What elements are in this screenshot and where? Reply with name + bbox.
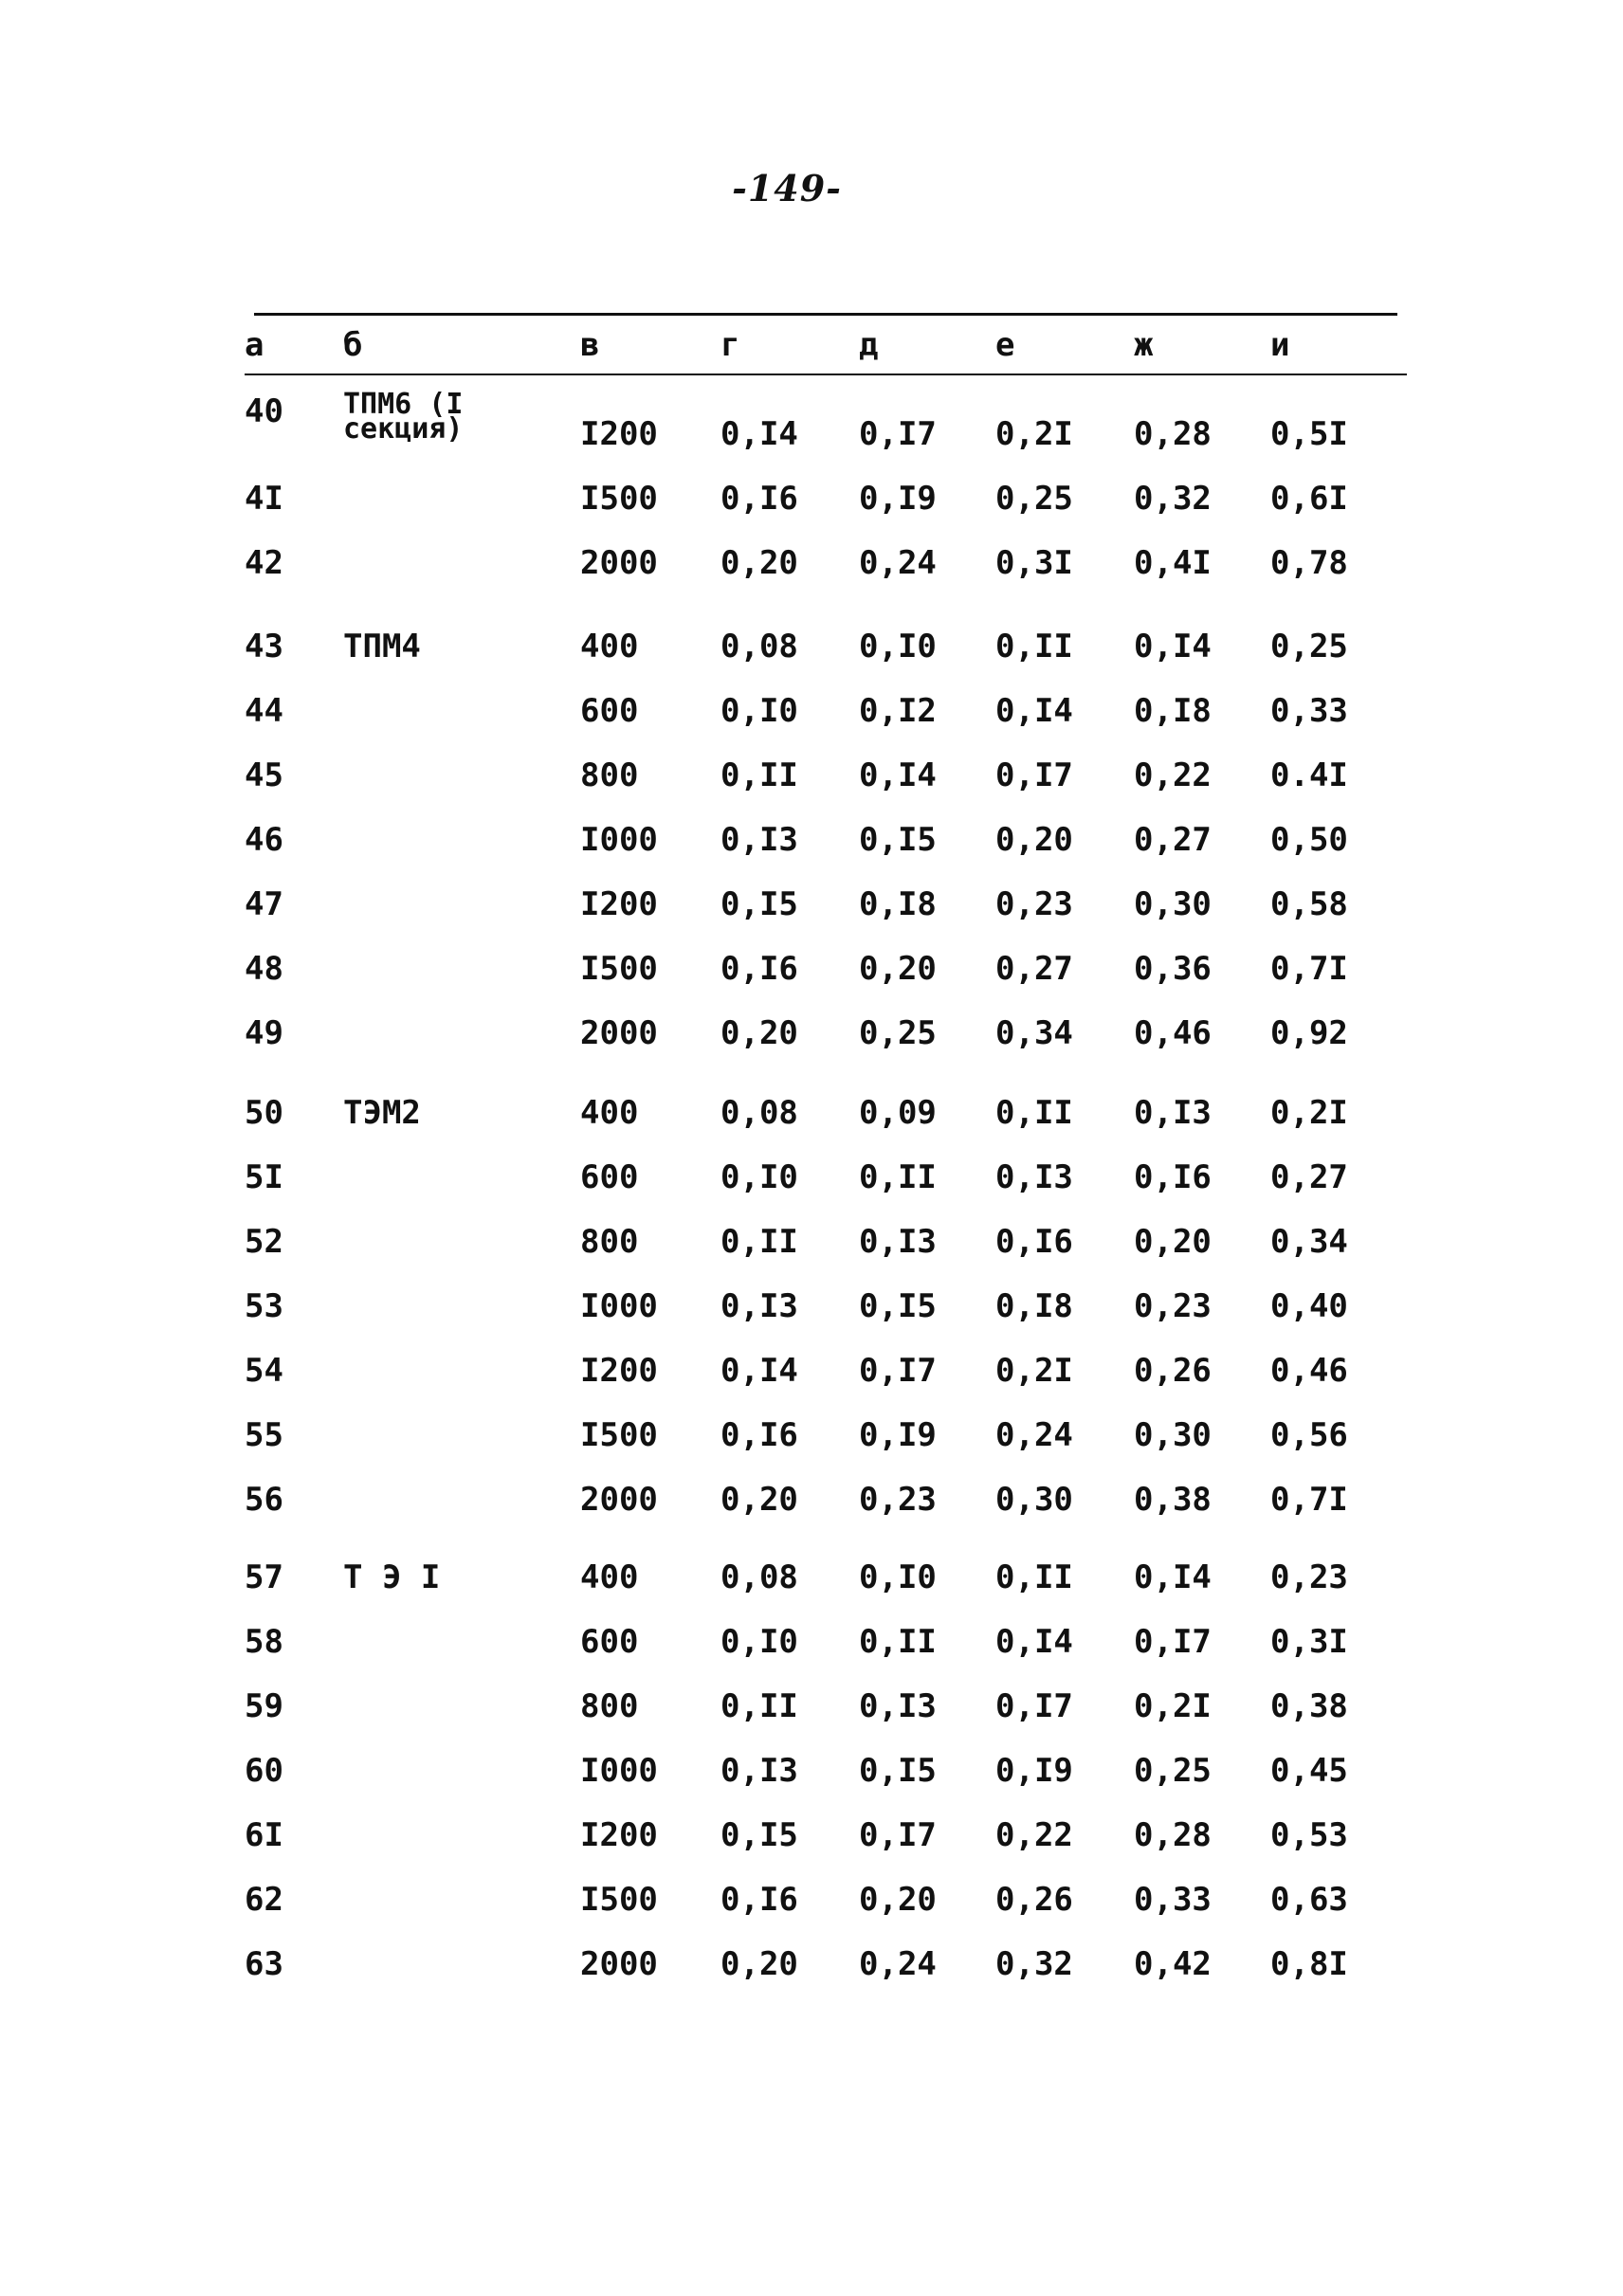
table-cell-value-g: 0,I3 <box>720 821 798 859</box>
table-cell-value-d: 0,I5 <box>859 1287 937 1325</box>
table-cell-value-d: 0,I5 <box>859 1752 937 1790</box>
table-cell-value-g: 0,II <box>720 1687 798 1725</box>
table-cell-engine-power: 600 <box>580 1623 639 1661</box>
table-cell-value-g: 0,I5 <box>720 1816 798 1854</box>
table-cell-row-number: 4I <box>245 480 283 518</box>
table-cell-value-e: 0,2I <box>995 415 1073 453</box>
table-cell-value-zh: 0,I6 <box>1134 1158 1212 1196</box>
table-cell-value-g: 0,I5 <box>720 885 798 923</box>
table-cell-row-number: 52 <box>245 1223 283 1261</box>
table-cell-value-e: 0,23 <box>995 885 1073 923</box>
table-cell-row-number: 46 <box>245 821 283 859</box>
table-cell-value-i: 0,27 <box>1270 1158 1348 1196</box>
header-v: в <box>580 326 600 364</box>
table-cell-value-i: 0,38 <box>1270 1687 1348 1725</box>
table-cell-value-zh: 0,46 <box>1134 1014 1212 1052</box>
table-cell-value-d: 0,II <box>859 1158 937 1196</box>
table-cell-row-number: 43 <box>245 628 283 665</box>
table-cell-value-g: 0,I4 <box>720 1352 798 1390</box>
table-cell-value-i: 0,5I <box>1270 415 1348 453</box>
table-cell-value-g: 0,20 <box>720 1481 798 1519</box>
table-cell-row-number: 56 <box>245 1481 283 1519</box>
table-cell-value-d: 0,25 <box>859 1014 937 1052</box>
table-cell-engine-power: 800 <box>580 1687 639 1725</box>
table-cell-value-d: 0,I2 <box>859 692 937 730</box>
table-cell-value-i: 0,6I <box>1270 480 1348 518</box>
table-cell-value-zh: 0,38 <box>1134 1481 1212 1519</box>
table-cell-value-zh: 0,25 <box>1134 1752 1212 1790</box>
table-cell-value-e: 0,27 <box>995 950 1073 988</box>
table-cell-value-d: 0,I9 <box>859 480 937 518</box>
table-cell-value-i: 0,23 <box>1270 1558 1348 1596</box>
table-cell-value-e: 0,II <box>995 1558 1073 1596</box>
table-cell-value-e: 0,26 <box>995 1881 1073 1919</box>
table-cell-row-number: 40 <box>245 392 283 430</box>
table-cell-engine-power: I000 <box>580 1752 658 1790</box>
table-cell-value-g: 0,I0 <box>720 1623 798 1661</box>
table-cell-value-zh: 0,28 <box>1134 415 1212 453</box>
table-cell-value-d: 0,I0 <box>859 628 937 665</box>
table-cell-value-d: 0,24 <box>859 544 937 582</box>
table-cell-value-i: 0,3I <box>1270 1623 1348 1661</box>
table-cell-engine-power: I200 <box>580 415 658 453</box>
table-cell-value-zh: 0,26 <box>1134 1352 1212 1390</box>
table-cell-value-g: 0,I3 <box>720 1752 798 1790</box>
table-cell-value-e: 0,32 <box>995 1945 1073 1983</box>
group-label: ТПМ6 (I секция) <box>343 388 464 446</box>
table-top-rule <box>254 313 1397 316</box>
table-cell-engine-power: 400 <box>580 1094 639 1132</box>
table-cell-value-i: 0,78 <box>1270 544 1348 582</box>
table-cell-row-number: 57 <box>245 1558 283 1596</box>
table-cell-value-g: 0,II <box>720 756 798 794</box>
table-cell-value-e: 0,22 <box>995 1816 1073 1854</box>
table-cell-value-zh: 0,20 <box>1134 1223 1212 1261</box>
table-cell-engine-power: 400 <box>580 1558 639 1596</box>
table-cell-value-d: 0,I7 <box>859 1352 937 1390</box>
header-zh: ж <box>1134 326 1154 364</box>
table-cell-row-number: 50 <box>245 1094 283 1132</box>
table-cell-value-g: 0,I0 <box>720 1158 798 1196</box>
table-cell-value-g: 0,08 <box>720 1094 798 1132</box>
table-cell-value-i: 0,33 <box>1270 692 1348 730</box>
header-i: и <box>1270 326 1290 364</box>
table-cell-value-zh: 0,27 <box>1134 821 1212 859</box>
table-cell-engine-power: 2000 <box>580 1945 658 1983</box>
table-cell-value-e: 0,30 <box>995 1481 1073 1519</box>
table-cell-row-number: 59 <box>245 1687 283 1725</box>
table-cell-value-e: 0,24 <box>995 1416 1073 1454</box>
table-cell-value-g: 0,I3 <box>720 1287 798 1325</box>
table-cell-value-e: 0,34 <box>995 1014 1073 1052</box>
table-cell-value-i: 0,63 <box>1270 1881 1348 1919</box>
table-cell-value-e: 0,20 <box>995 821 1073 859</box>
table-cell-value-d: 0,II <box>859 1623 937 1661</box>
table-cell-row-number: 60 <box>245 1752 283 1790</box>
table-cell-value-i: 0,7I <box>1270 1481 1348 1519</box>
table-cell-value-g: 0,08 <box>720 1558 798 1596</box>
table-cell-engine-power: I200 <box>580 1816 658 1854</box>
table-cell-value-i: 0,40 <box>1270 1287 1348 1325</box>
table-cell-value-zh: 0,I4 <box>1134 1558 1212 1596</box>
table-cell-value-i: 0,50 <box>1270 821 1348 859</box>
table-cell-engine-power: 600 <box>580 1158 639 1196</box>
header-a: а <box>245 326 264 364</box>
table-cell-engine-power: 800 <box>580 1223 639 1261</box>
table-cell-value-g: 0,I0 <box>720 692 798 730</box>
table-cell-value-zh: 0,2I <box>1134 1687 1212 1725</box>
table-cell-value-g: 0,I6 <box>720 480 798 518</box>
table-cell-value-i: 0.4I <box>1270 756 1348 794</box>
table-cell-value-g: 0,I6 <box>720 1416 798 1454</box>
table-cell-engine-power: I000 <box>580 821 658 859</box>
table-cell-row-number: 55 <box>245 1416 283 1454</box>
table-cell-value-e: 0,2I <box>995 1352 1073 1390</box>
table-cell-engine-power: I500 <box>580 1416 658 1454</box>
table-cell-value-e: 0,I7 <box>995 756 1073 794</box>
table-cell-value-d: 0,I3 <box>859 1223 937 1261</box>
table-cell-engine-power: I500 <box>580 1881 658 1919</box>
table-cell-value-d: 0,23 <box>859 1481 937 1519</box>
table-cell-engine-power: 2000 <box>580 1014 658 1052</box>
table-cell-value-d: 0,20 <box>859 1881 937 1919</box>
group-label: ТЭМ2 <box>343 1094 421 1132</box>
table-cell-value-d: 0,I8 <box>859 885 937 923</box>
table-cell-value-i: 0,2I <box>1270 1094 1348 1132</box>
table-cell-value-e: 0,I8 <box>995 1287 1073 1325</box>
table-cell-value-g: 0,20 <box>720 1945 798 1983</box>
table-cell-value-zh: 0,I3 <box>1134 1094 1212 1132</box>
table-cell-row-number: 49 <box>245 1014 283 1052</box>
table-cell-engine-power: 400 <box>580 628 639 665</box>
group-label: ТПМ4 <box>343 628 421 665</box>
table-cell-value-zh: 0,I7 <box>1134 1623 1212 1661</box>
table-cell-value-g: 0,08 <box>720 628 798 665</box>
table-cell-value-d: 0,I4 <box>859 756 937 794</box>
table-cell-value-i: 0,92 <box>1270 1014 1348 1052</box>
table-cell-value-g: 0,II <box>720 1223 798 1261</box>
table-cell-value-d: 0,I9 <box>859 1416 937 1454</box>
table-cell-value-e: 0,II <box>995 628 1073 665</box>
table-cell-value-i: 0,53 <box>1270 1816 1348 1854</box>
table-cell-value-i: 0,7I <box>1270 950 1348 988</box>
table-cell-value-zh: 0,32 <box>1134 480 1212 518</box>
table-cell-value-d: 0,09 <box>859 1094 937 1132</box>
table-cell-engine-power: I200 <box>580 1352 658 1390</box>
table-cell-row-number: 45 <box>245 756 283 794</box>
table-cell-engine-power: I500 <box>580 950 658 988</box>
table-cell-value-g: 0,20 <box>720 1014 798 1052</box>
table-cell-value-i: 0,34 <box>1270 1223 1348 1261</box>
table-cell-value-zh: 0,36 <box>1134 950 1212 988</box>
table-cell-row-number: 6I <box>245 1816 283 1854</box>
table-cell-row-number: 42 <box>245 544 283 582</box>
table-cell-value-e: 0,I7 <box>995 1687 1073 1725</box>
table-cell-value-e: 0,I6 <box>995 1223 1073 1261</box>
table-cell-value-i: 0,45 <box>1270 1752 1348 1790</box>
table-cell-engine-power: 800 <box>580 756 639 794</box>
table-cell-value-zh: 0,4I <box>1134 544 1212 582</box>
page-number: -149- <box>732 167 842 210</box>
table-cell-engine-power: 2000 <box>580 1481 658 1519</box>
header-g: г <box>720 326 740 364</box>
table-cell-value-zh: 0,22 <box>1134 756 1212 794</box>
table-cell-value-zh: 0,42 <box>1134 1945 1212 1983</box>
table-cell-engine-power: 600 <box>580 692 639 730</box>
table-cell-value-i: 0,46 <box>1270 1352 1348 1390</box>
table-cell-value-g: 0,I6 <box>720 1881 798 1919</box>
table-cell-row-number: 47 <box>245 885 283 923</box>
header-b: б <box>343 326 363 364</box>
header-d: д <box>859 326 879 364</box>
table-cell-row-number: 54 <box>245 1352 283 1390</box>
table-cell-value-zh: 0,33 <box>1134 1881 1212 1919</box>
table-cell-row-number: 58 <box>245 1623 283 1661</box>
table-cell-row-number: 62 <box>245 1881 283 1919</box>
table-cell-value-i: 0,56 <box>1270 1416 1348 1454</box>
table-cell-value-e: 0,25 <box>995 480 1073 518</box>
table-header-rule <box>245 374 1407 375</box>
table-cell-value-e: 0,II <box>995 1094 1073 1132</box>
table-cell-value-d: 0,I7 <box>859 415 937 453</box>
table-cell-value-d: 0,24 <box>859 1945 937 1983</box>
table-cell-value-g: 0,I6 <box>720 950 798 988</box>
table-cell-value-e: 0,3I <box>995 544 1073 582</box>
table-cell-engine-power: 2000 <box>580 544 658 582</box>
table-cell-engine-power: I200 <box>580 885 658 923</box>
table-cell-value-zh: 0,28 <box>1134 1816 1212 1854</box>
table-cell-row-number: 53 <box>245 1287 283 1325</box>
table-cell-engine-power: I500 <box>580 480 658 518</box>
table-cell-value-zh: 0,30 <box>1134 885 1212 923</box>
table-cell-value-i: 0,25 <box>1270 628 1348 665</box>
table-cell-value-d: 0,I5 <box>859 821 937 859</box>
header-e: е <box>995 326 1015 364</box>
table-cell-row-number: 5I <box>245 1158 283 1196</box>
table-cell-value-d: 0,I0 <box>859 1558 937 1596</box>
table-cell-value-i: 0,8I <box>1270 1945 1348 1983</box>
table-cell-value-zh: 0,I4 <box>1134 628 1212 665</box>
table-cell-value-e: 0,I4 <box>995 1623 1073 1661</box>
table-cell-value-e: 0,I3 <box>995 1158 1073 1196</box>
table-cell-value-zh: 0,30 <box>1134 1416 1212 1454</box>
group-label: Т Э I <box>343 1558 441 1596</box>
table-cell-value-d: 0,I7 <box>859 1816 937 1854</box>
table-cell-value-zh: 0,23 <box>1134 1287 1212 1325</box>
table-cell-value-g: 0,I4 <box>720 415 798 453</box>
table-cell-row-number: 63 <box>245 1945 283 1983</box>
table-cell-value-i: 0,58 <box>1270 885 1348 923</box>
table-cell-row-number: 48 <box>245 950 283 988</box>
table-cell-value-e: 0,I9 <box>995 1752 1073 1790</box>
table-cell-engine-power: I000 <box>580 1287 658 1325</box>
table-cell-value-zh: 0,I8 <box>1134 692 1212 730</box>
table-cell-value-d: 0,20 <box>859 950 937 988</box>
table-cell-value-e: 0,I4 <box>995 692 1073 730</box>
table-cell-value-d: 0,I3 <box>859 1687 937 1725</box>
table-cell-row-number: 44 <box>245 692 283 730</box>
table-cell-value-g: 0,20 <box>720 544 798 582</box>
